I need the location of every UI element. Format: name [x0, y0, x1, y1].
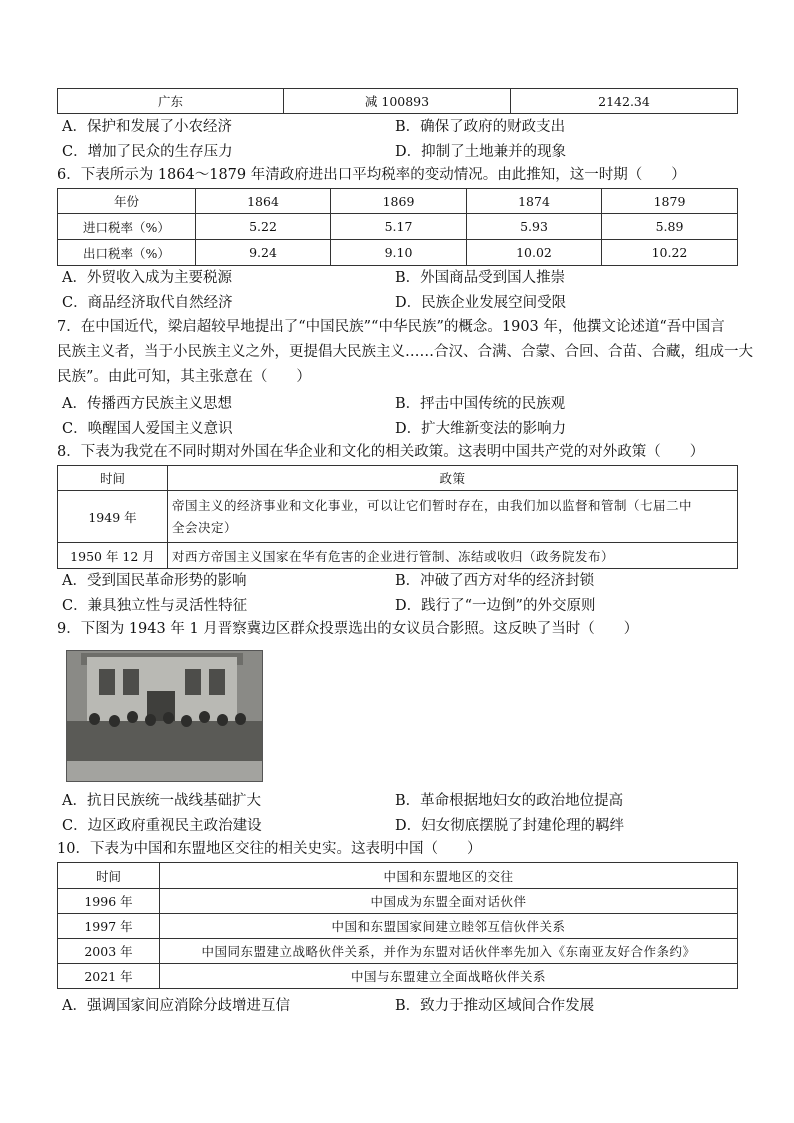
- q6-option-c: C．商品经济取代自然经济: [62, 295, 233, 311]
- q7-stem-line-2: 民族主义者，当于小民族主义之外，更提倡大民族主义……合汉、合满、合蒙、合回、合苗、合藏，组成一大: [57, 344, 753, 360]
- table-cell: 中国同东盟建立战略伙伴关系，并作为东盟对话伙伴率先加入《东南亚友好合作条约》: [160, 939, 738, 964]
- table-header: 政策: [168, 466, 738, 491]
- q8-table: [57, 465, 738, 569]
- table-cell: 2142.34: [511, 89, 738, 114]
- table-header: 1864: [196, 189, 331, 214]
- q8-option-b: B．冲破了西方对华的经济封锁: [395, 573, 595, 589]
- q5-option-c: C．增加了民众的生存压力: [62, 144, 233, 160]
- table-cell: 中国和东盟国家间建立睦邻互信伙伴关系: [160, 914, 738, 939]
- table-cell: 5.93: [467, 214, 602, 240]
- table-cell: 出口税率（%）: [58, 240, 196, 266]
- policy-line-1: 帝国主义的经济事业和文化事业，可以让它们暂时存在，由我们加以监督和管制（七届二中: [172, 497, 693, 513]
- table-row: [58, 214, 738, 240]
- table-cell: 进口税率（%）: [58, 214, 196, 240]
- q8-option-a: A．受到国民革命形势的影响: [62, 573, 247, 589]
- table-cell: 中国与东盟建立全面战略伙伴关系: [160, 964, 738, 989]
- q7-option-b: B．抨击中国传统的民族观: [395, 396, 566, 412]
- q5-table-tail: [57, 88, 738, 114]
- q9-option-c: C．边区政府重视民主政治建设: [62, 818, 262, 834]
- q10-option-b: B．致力于推动区域间合作发展: [395, 998, 595, 1014]
- table-cell: 1949 年: [58, 491, 168, 543]
- table-cell: 10.22: [602, 240, 738, 266]
- q10-option-a: A．强调国家间应消除分歧增进互信: [62, 998, 290, 1014]
- table-cell: 5.17: [331, 214, 467, 240]
- q6-table: [57, 188, 738, 266]
- q6-option-a: A．外贸收入成为主要税源: [62, 270, 232, 286]
- q8-stem: 8．下表为我党在不同时期对外国在华企业和文化的相关政策。这表明中国共产党的对外政策（ ）: [57, 444, 705, 460]
- table-cell: 1996 年: [58, 889, 160, 914]
- table-header: 1869: [331, 189, 467, 214]
- q10-table: [57, 862, 738, 989]
- q7-stem-line-1: 7．在中国近代，梁启超较早地提出了“中国民族”“中华民族”的概念。1903 年，他撰文论述道“吾中国言: [57, 319, 725, 335]
- table-row: [58, 889, 738, 914]
- table-header: 时间: [58, 863, 160, 889]
- table-cell: 中国成为东盟全面对话伙伴: [160, 889, 738, 914]
- table-cell: 9.10: [331, 240, 467, 266]
- q5-option-d: D．抑制了土地兼并的现象: [395, 144, 567, 160]
- q5-option-a: A．保护和发展了小农经济: [62, 119, 232, 135]
- table-cell: 2021 年: [58, 964, 160, 989]
- table-row: [58, 491, 738, 543]
- table-cell: 2003 年: [58, 939, 160, 964]
- q9-stem: 9．下图为 1943 年 1 月晋察冀边区群众投票选出的女议员合影照。这反映了当时（ ）: [57, 621, 639, 637]
- table-cell: 对西方帝国主义国家在华有危害的企业进行管制、冻结或收归（政务院发布）: [168, 543, 738, 569]
- table-cell: 9.24: [196, 240, 331, 266]
- q10-stem: 10．下表为中国和东盟地区交往的相关史实。这表明中国（ ）: [57, 841, 482, 857]
- q6-option-b: B．外国商品受到国人推崇: [395, 270, 566, 286]
- q5-option-b: B．确保了政府的财政支出: [395, 119, 566, 135]
- table-cell: 广东: [58, 89, 284, 114]
- table-cell: [168, 491, 738, 543]
- table-row: [58, 240, 738, 266]
- table-cell: 1950 年 12 月: [58, 543, 168, 569]
- q8-option-d: D．践行了“一边倒”的外交原则: [395, 598, 596, 614]
- table-row: [58, 939, 738, 964]
- table-row: [58, 914, 738, 939]
- q6-option-d: D．民族企业发展空间受限: [395, 295, 567, 311]
- q7-option-d: D．扩大维新变法的影响力: [395, 421, 567, 437]
- q9-option-b: B．革命根据地妇女的政治地位提高: [395, 793, 624, 809]
- policy-line-2: 全会决定）: [172, 519, 238, 535]
- table-cell: 10.02: [467, 240, 602, 266]
- q9-option-a: A．抗日民族统一战线基础扩大: [62, 793, 261, 809]
- table-header: 1879: [602, 189, 738, 214]
- table-header: 中国和东盟地区的交往: [160, 863, 738, 889]
- table-header: 时间: [58, 466, 168, 491]
- q7-stem-line-3: 民族”。由此可知，其主张意在（ ）: [57, 369, 311, 385]
- table-row: [58, 543, 738, 569]
- q8-option-c: C．兼具独立性与灵活性特征: [62, 598, 248, 614]
- table-cell: 减 100893: [284, 89, 511, 114]
- table-cell: 5.22: [196, 214, 331, 240]
- table-header: 1874: [467, 189, 602, 214]
- women-councilors-photo: [66, 650, 263, 782]
- table-cell: 1997 年: [58, 914, 160, 939]
- q7-option-c: C．唤醒国人爱国主义意识: [62, 421, 233, 437]
- table-cell: 5.89: [602, 214, 738, 240]
- q6-stem: 6．下表所示为 1864～1879 年清政府进出口平均税率的变动情况。由此推知，这一时期（ ）: [57, 167, 686, 183]
- q7-option-a: A．传播西方民族主义思想: [62, 396, 232, 412]
- table-row: [58, 964, 738, 989]
- table-header: 年份: [58, 189, 196, 214]
- q9-option-d: D．妇女彻底摆脱了封建伦理的羁绊: [395, 818, 625, 834]
